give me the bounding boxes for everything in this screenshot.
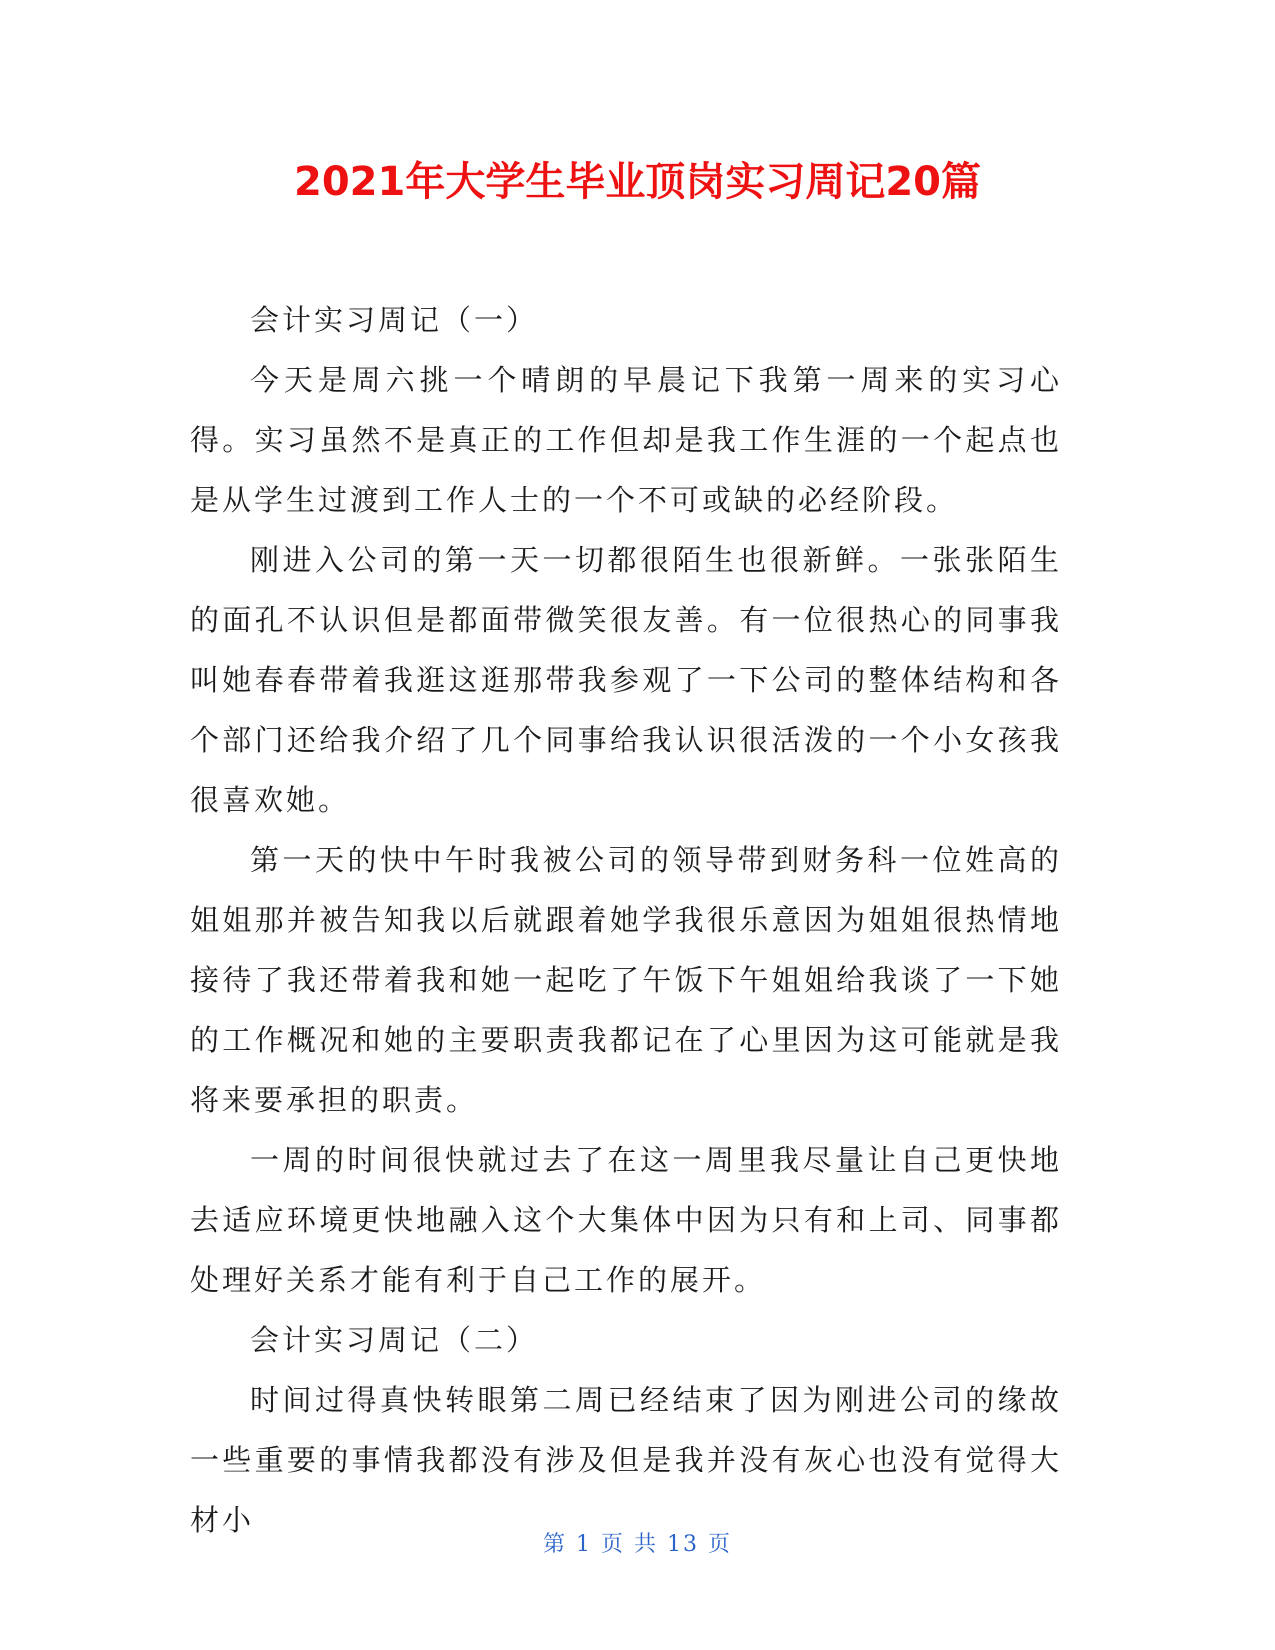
section-heading-week-2: 会计实习周记（二）: [250, 1323, 539, 1357]
page-footer: 第 1 页 共 13 页: [543, 1532, 732, 1557]
paragraph: 时间过得真快转眼第二周已经结束了因为刚进公司的缘故一些重要的事情我都没有涉及但是我并没有灰心也没有觉得大材小: [190, 1383, 1062, 1537]
document-body: [190, 290, 1062, 1550]
paragraph: 今天是周六挑一个晴朗的早晨记下我第一周来的实习心得。实习虽然不是真正的工作但却是我工作生涯的一个起点也是从学生过渡到工作人士的一个不可或缺的必经阶段。: [190, 363, 1062, 517]
paragraph: 刚进入公司的第一天一切都很陌生也很新鲜。一张张陌生的面孔不认识但是都面带微笑很友善。有一位很热心的同事我叫她春春带着我逛这逛那带我参观了一下公司的整体结构和各个部门还给我介绍了几个同事给我认识很活泼的一个小女孩我很喜欢她。: [190, 543, 1062, 817]
paragraph: 一周的时间很快就过去了在这一周里我尽量让自己更快地去适应环境更快地融入这个大集体中因为只有和上司、同事都处理好关系才能有利于自己工作的展开。: [190, 1143, 1062, 1297]
paragraph: 第一天的快中午时我被公司的领导带到财务科一位姓高的姐姐那并被告知我以后就跟着她学我很乐意因为姐姐很热情地接待了我还带着我和她一起吃了午饭下午姐姐给我谈了一下她的工作概况和她的主要职责我都记在了心里因为这可能就是我将来要承担的职责。: [190, 843, 1062, 1117]
document-title: 2021年大学生毕业顶岗实习周记20篇: [294, 159, 981, 205]
section-heading-week-1: 会计实习周记（一）: [250, 303, 539, 337]
